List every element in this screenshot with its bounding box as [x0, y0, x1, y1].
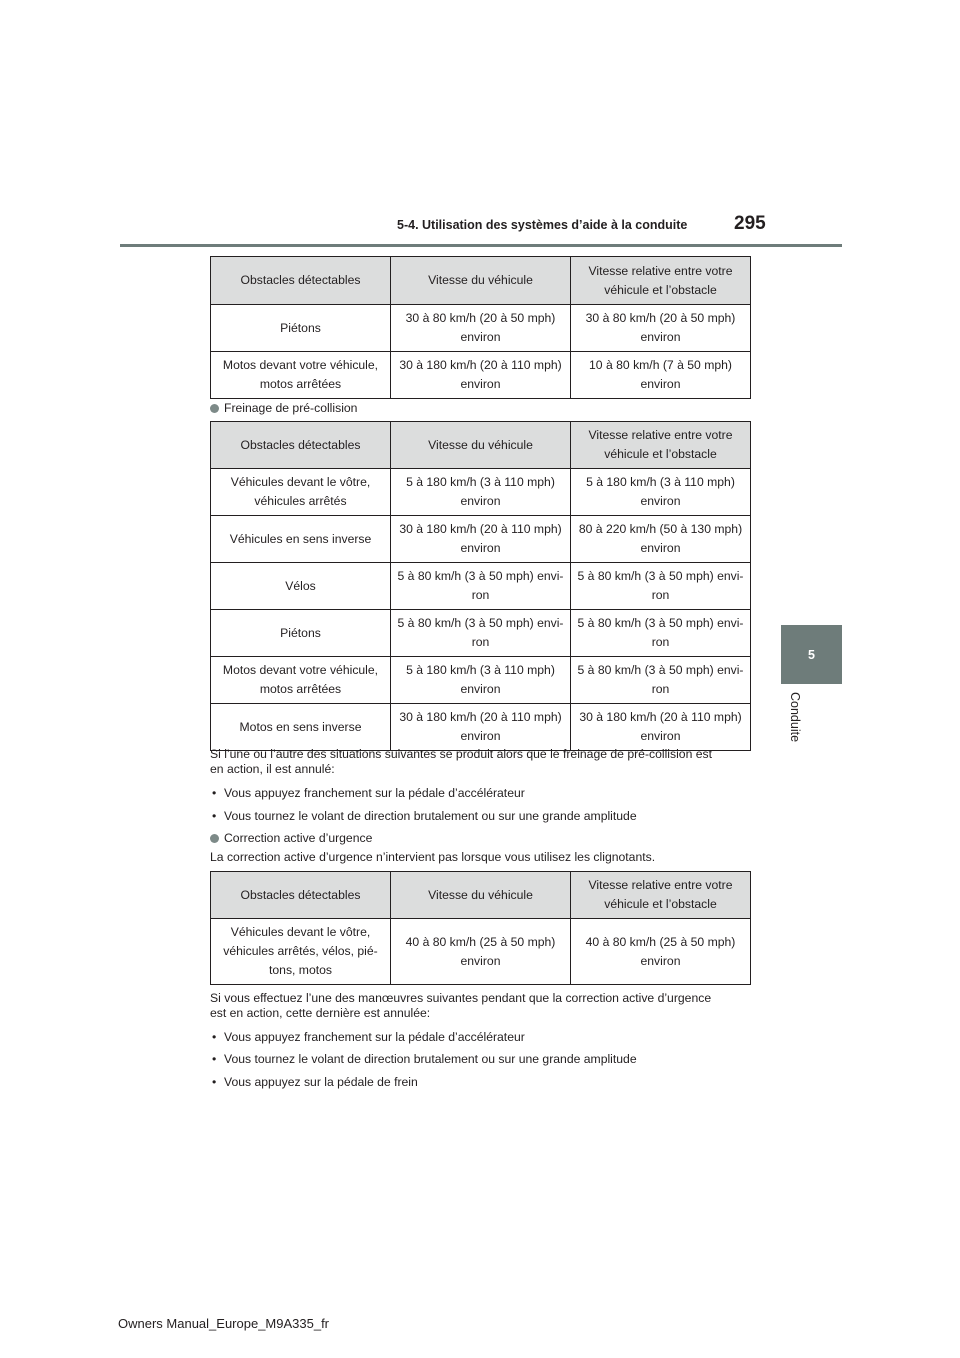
list-item: • Vous appuyez franchement sur la pédale d’accélérateur — [212, 786, 525, 800]
bullet-dot-icon — [210, 404, 219, 413]
list-item: • Vous tournez le volant de direction brutalement ou sur une grande amplitude — [212, 809, 637, 823]
column-header-vehicle-speed: Vitesse du véhicule — [391, 872, 571, 919]
column-header-obstacles: Obstacles détectables — [211, 422, 391, 469]
table-detectable-obstacles-1 — [210, 256, 751, 399]
cell-obstacle: Vélos — [211, 563, 391, 610]
cell-speed: 40 à 80 km/h (25 à 50 mph) environ — [391, 919, 571, 985]
cell-relative: 5 à 180 km/h (3 à 110 mph) environ — [571, 469, 751, 516]
cell-obstacle: Motos en sens inverse — [211, 704, 391, 751]
cell-obstacle: Piétons — [211, 305, 391, 352]
bullet-dot-icon — [210, 834, 219, 843]
column-header-obstacles: Obstacles détectables — [211, 872, 391, 919]
column-header-obstacles: Obstacles détectables — [211, 257, 391, 305]
chapter-number: 5 — [808, 647, 815, 662]
cell-obstacle: Véhicules devant le vôtre, véhicules arrêtés — [211, 469, 391, 516]
cell-obstacle: Véhicules en sens inverse — [211, 516, 391, 563]
table-row — [211, 657, 751, 704]
cell-obstacle: Piétons — [211, 610, 391, 657]
cell-relative: 30 à 80 km/h (20 à 50 mph) environ — [571, 305, 751, 352]
cell-speed: 5 à 80 km/h (3 à 50 mph) envi- ron — [391, 563, 571, 610]
cell-speed: 30 à 180 km/h (20 à 110 mph) environ — [391, 516, 571, 563]
cell-obstacle: Motos devant votre véhicule, motos arrêtées — [211, 657, 391, 704]
cell-speed: 30 à 180 km/h (20 à 110 mph) environ — [391, 704, 571, 751]
emergency-cancel-paragraph: Si vous effectuez l’une des manœuvres suivantes pendant que la correction active d’urgence est en action, cette dernière est annulée: — [210, 991, 712, 1020]
cell-speed: 5 à 180 km/h (3 à 110 mph) environ — [391, 657, 571, 704]
cell-speed: 30 à 180 km/h (20 à 110 mph) environ — [391, 352, 571, 399]
column-header-relative-speed: Vitesse relative entre votre véhicule et l’obstacle — [571, 257, 751, 305]
list-item: • Vous appuyez sur la pédale de frein — [212, 1075, 418, 1089]
table-row — [211, 563, 751, 610]
table-row — [211, 305, 751, 352]
table-row — [211, 919, 751, 985]
cell-speed: 30 à 80 km/h (20 à 50 mph) environ — [391, 305, 571, 352]
cell-relative: 80 à 220 km/h (50 à 130 mph) environ — [571, 516, 751, 563]
table-row — [211, 469, 751, 516]
table-row — [211, 610, 751, 657]
list-item: • Vous tournez le volant de direction brutalement ou sur une grande amplitude — [212, 1052, 637, 1066]
cell-speed: 5 à 180 km/h (3 à 110 mph) environ — [391, 469, 571, 516]
cell-relative: 5 à 80 km/h (3 à 50 mph) envi- ron — [571, 563, 751, 610]
list-item: • Vous appuyez franchement sur la pédale d’accélérateur — [212, 1030, 525, 1044]
header-rule — [120, 244, 842, 247]
chapter-label: Conduite — [788, 692, 802, 743]
cell-relative: 10 à 80 km/h (7 à 50 mph) environ — [571, 352, 751, 399]
cell-speed: 5 à 80 km/h (3 à 50 mph) envi- ron — [391, 610, 571, 657]
cell-relative: 40 à 80 km/h (25 à 50 mph) environ — [571, 919, 751, 985]
emergency-note: La correction active d’urgence n’intervient pas lorsque vous utilisez les clignotants. — [210, 850, 656, 864]
cell-relative: 5 à 80 km/h (3 à 50 mph) envi- ron — [571, 657, 751, 704]
table-row — [211, 516, 751, 563]
cell-obstacle: Véhicules devant le vôtre, véhicules arrêtés, vélos, pié- tons, motos — [211, 919, 391, 985]
manual-id-footer: Owners Manual_Europe_M9A335_fr — [118, 1316, 330, 1331]
column-header-vehicle-speed: Vitesse du véhicule — [391, 422, 571, 469]
chapter-tab — [781, 625, 842, 684]
heading-precollision-braking: Freinage de pré-collision — [210, 401, 357, 415]
table-row — [211, 704, 751, 751]
column-header-vehicle-speed: Vitesse du véhicule — [391, 257, 571, 305]
page-number: 295 — [734, 213, 766, 234]
table-detectable-obstacles-2 — [210, 421, 751, 751]
precollision-cancel-paragraph: Si l’une ou l’autre des situations suivantes se produit alors que le freinage de pré-collision est en action, il est annulé: — [210, 747, 713, 776]
table-row — [211, 352, 751, 399]
heading-emergency-steering: Correction active d’urgence — [210, 831, 372, 845]
section-title: 5-4. Utilisation des systèmes d’aide à la conduite — [397, 218, 688, 232]
cell-relative: 5 à 80 km/h (3 à 50 mph) envi- ron — [571, 610, 751, 657]
column-header-relative-speed: Vitesse relative entre votre véhicule et l’obstacle — [571, 872, 751, 919]
cell-obstacle: Motos devant votre véhicule, motos arrêtées — [211, 352, 391, 399]
cell-relative: 30 à 180 km/h (20 à 110 mph) environ — [571, 704, 751, 751]
table-detectable-obstacles-3 — [210, 871, 751, 985]
column-header-relative-speed: Vitesse relative entre votre véhicule et l’obstacle — [571, 422, 751, 469]
